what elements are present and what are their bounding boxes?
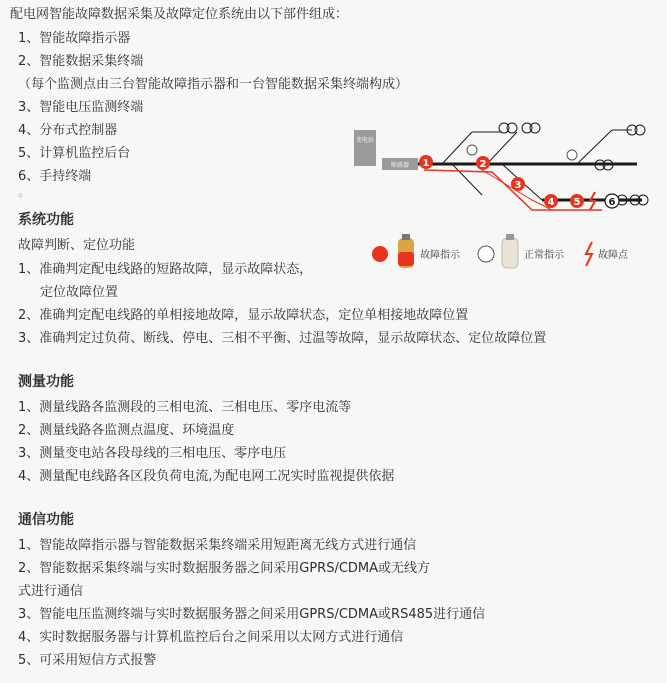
system-item: 2、准确判定配电线路的单相接地故障，显示故障状态，定位单相接地故障位置 (18, 308, 469, 323)
comm-item-cont: 式进行通信 (18, 584, 84, 599)
measure-item: 3、测量变电站各段母线的三相电压、零序电压 (18, 446, 287, 461)
system-item-cont: 定位故障位置 (40, 285, 119, 300)
component-item: 4、分布式控制器 (18, 123, 118, 138)
transformer-icon (522, 123, 540, 133)
measure-item: 1、测量线路各监测段的三相电流、三相电压、零序电流等 (18, 400, 352, 415)
normal-indicator-device-icon (502, 234, 518, 268)
comm-heading: 通信功能 (18, 512, 74, 528)
svg-text:4: 4 (547, 197, 555, 208)
measure-item: 2、测量线路各监测点温度、环境温度 (18, 423, 235, 438)
node-3 (511, 177, 525, 191)
system-subheading: 故障判断、定位功能 (18, 238, 136, 253)
network-diagram (352, 100, 657, 225)
comm-item: 5、可采用短信方式报警 (18, 653, 157, 668)
component-item: 5、计算机监控后台 (18, 146, 131, 161)
measure-item: 4、测量配电线路各区段负荷电流,为配电网工况实时监视提供依据 (18, 469, 395, 484)
node-2 (476, 156, 490, 170)
intro-title: 配电网智能故障数据采集及故障定位系统由以下部件组成： (10, 7, 349, 22)
comm-item: 2、智能数据采集终端与实时数据服务器之间采用GPRS/CDMA或无线方 (18, 561, 431, 576)
component-item: 2、智能数据采集终端 (18, 54, 144, 69)
fault-point-label: 故障点 (598, 250, 628, 261)
fault-indicator-label: 故障指示 (420, 250, 460, 261)
component-note: （每个监测点由三台智能故障指示器和一台智能数据采集终端构成） (18, 77, 409, 92)
comm-item: 1、智能故障指示器与智能数据采集终端采用短距离无线方式进行通信 (18, 538, 417, 553)
substation-box (354, 130, 376, 166)
normal-indicator-dot-icon (478, 246, 494, 262)
measure-heading: 测量功能 (18, 374, 74, 390)
diagram-legend (360, 230, 660, 275)
node-6 (605, 194, 619, 208)
branch-line (487, 132, 517, 164)
comm-item: 4、实时数据服务器与计算机监控后台之间采用以太网方式进行通信 (18, 630, 404, 645)
component-item: 1、智能故障指示器 (18, 31, 131, 46)
fault-indicator-device-icon (398, 234, 414, 268)
branch-line (452, 164, 482, 195)
svg-text:2: 2 (479, 159, 487, 170)
svg-text:5: 5 (573, 197, 581, 208)
bullet-mark: 。 (18, 185, 32, 200)
fault-indicator-dot-icon (372, 246, 388, 262)
system-item: 1、准确判定配电线路的短路故障，显示故障状态， (18, 262, 313, 277)
normal-indicator-icon (467, 145, 477, 155)
node-4 (544, 194, 558, 208)
breaker-label: 断路器 (390, 162, 410, 169)
svg-text:3: 3 (514, 180, 522, 191)
component-item: 6、手持终端 (18, 169, 92, 184)
comm-item: 3、智能电压监测终端与实时数据服务器之间采用GPRS/CDMA或RS485进行通信 (18, 607, 486, 622)
system-item: 3、准确判定过负荷、断线、停电、三相不平衡、过温等故障，显示故障状态、定位故障位置 (18, 331, 547, 346)
branch-line (577, 130, 612, 164)
fault-point-icon (590, 192, 595, 210)
fault-point-icon (586, 242, 592, 266)
svg-text:6: 6 (608, 197, 616, 208)
normal-indicator-label: 正常指示 (524, 250, 564, 261)
component-item: 3、智能电压监测终端 (18, 100, 144, 115)
normal-indicator-icon (567, 150, 577, 160)
node-1 (419, 155, 433, 169)
substation-label: 变电站 (355, 137, 375, 144)
system-heading: 系统功能 (18, 212, 74, 228)
svg-text:1: 1 (422, 158, 430, 169)
node-5 (570, 194, 584, 208)
